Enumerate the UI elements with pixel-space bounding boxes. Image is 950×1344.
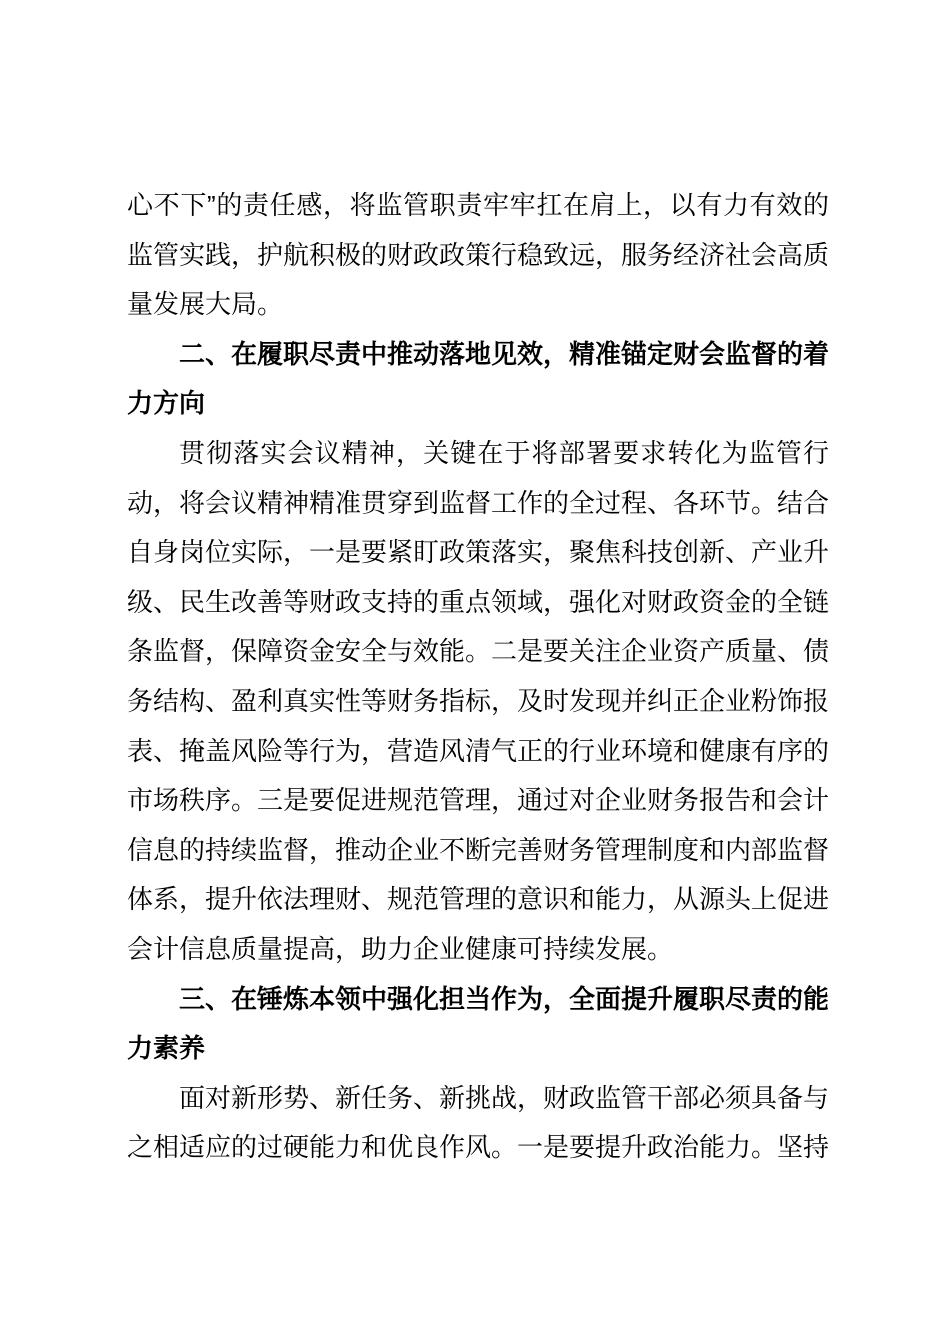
- body-paragraph-section-2: 贯彻落实会议精神，关键在于将部署要求转化为监管行动，将会议精神精准贯穿到监督工作的全过程、各环节。结合自身岗位实际，一是要紧盯政策落实，聚焦科技创新、产业升级、民生改善等财政支持的重点领域，强化对财政资金的全链条监督，保障资金安全与效能。二是要关注企业资产质量、债务结构、盈利真实性等财务指标，及时发现并纠正企业粉饰报表、掩盖风险等行为，营造风清气正的行业环境和健康有序的市场秩序。三是要促进规范管理，通过对企业财务报告和会计信息的持续监督，推动企业不断完善财务管理制度和内部监督体系，提升依法理财、规范管理的意识和能力，从源头上促进会计信息质量提高，助力企业健康可持续发展。: [127, 437, 830, 964]
- section-heading-3: 三、在锤炼本领中强化担当作为，全面提升履职尽责的能力素养: [127, 983, 830, 1064]
- document-content: [127, 181, 829, 1173]
- paragraph-continuation: 心不下”的责任感，将监管职责牢牢扛在肩上，以有力有效的监管实践，护航积极的财政政策行稳致远，服务经济社会高质量发展大局。: [127, 190, 830, 320]
- section-heading-2: 二、在履职尽责中推动落地见效，精准锚定财会监督的着力方向: [127, 338, 830, 419]
- body-paragraph-section-3: 面对新形势、新任务、新挑战，财政监管干部必须具备与之相适应的过硬能力和优良作风。一是要提升政治能力。坚持: [127, 1082, 830, 1163]
